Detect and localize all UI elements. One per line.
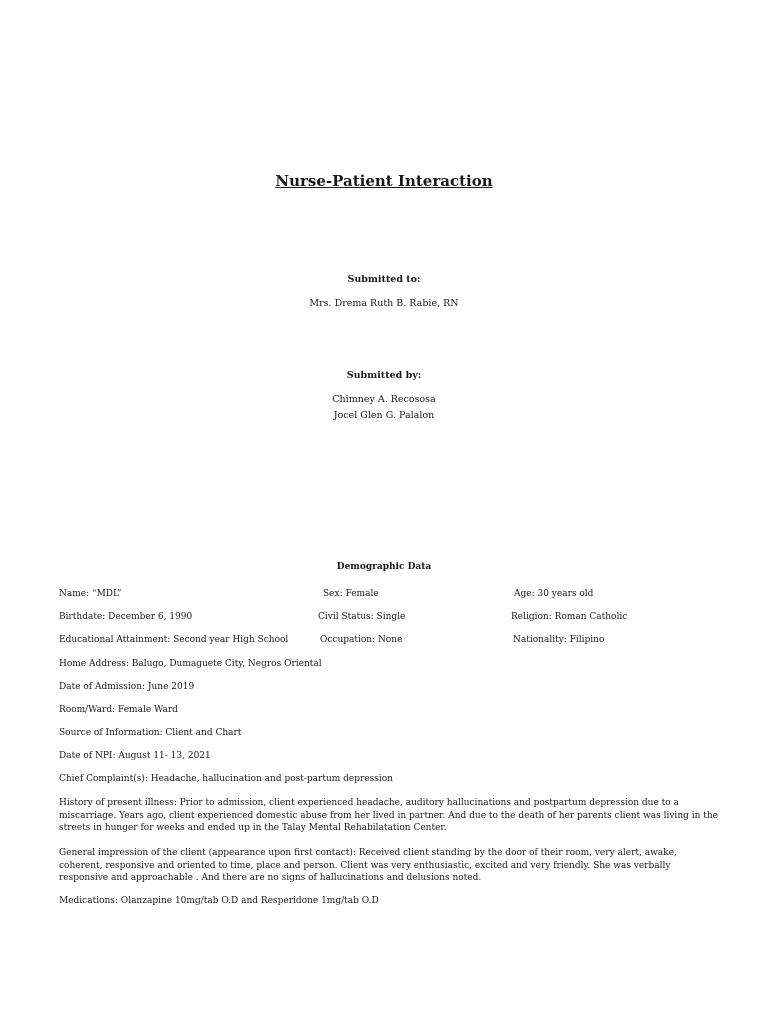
field-name: Name: “MDL” bbox=[59, 589, 122, 599]
field-date-of-npi: Date of NPI: August 11- 13, 2021 bbox=[59, 751, 211, 761]
general-impression: General impression of the client (appearance upon first contact): Received client standing by the door of their room, very alert, awake, coherent, responsive and oriented to time, place and person. Client was very enthusiastic, excited and very friendly. She was verbally responsive and approachable . And there are no signs of hallucinations and delusions noted. bbox=[59, 848, 677, 883]
submitted-by-name-2: Jocel Glen G. Palalon bbox=[333, 410, 435, 421]
field-education: Educational Attainment: Second year High School bbox=[59, 635, 289, 645]
field-religion: Religion: Roman Catholic bbox=[511, 612, 628, 622]
submitted-by-heading: Submitted by: bbox=[346, 370, 422, 381]
submitted-to-name: Mrs. Drema Ruth B. Rabie, RN bbox=[309, 298, 459, 309]
field-home-address: Home Address: Balugo, Dumaguete City, Negros Oriental bbox=[59, 659, 322, 669]
field-sex: Sex: Female bbox=[323, 589, 379, 599]
field-age: Age: 30 years old bbox=[514, 589, 594, 599]
field-occupation: Occupation: None bbox=[320, 635, 403, 645]
field-source-of-information: Source of Information: Client and Chart bbox=[59, 728, 242, 738]
field-date-of-admission: Date of Admission: June 2019 bbox=[59, 682, 195, 692]
field-nationality: Nationality: Filipino bbox=[513, 635, 605, 645]
field-chief-complaint: Chief Complaint(s): Headache, hallucination and post-partum depression bbox=[59, 774, 393, 784]
document-title: Nurse-Patient Interaction bbox=[275, 172, 493, 190]
field-birthdate: Birthdate: December 6, 1990 bbox=[59, 612, 193, 622]
submitted-to-heading: Submitted to: bbox=[347, 274, 421, 285]
submitted-by-name-1: Chimney A. Recososa bbox=[332, 394, 436, 405]
field-room-ward: Room/Ward: Female Ward bbox=[59, 705, 178, 715]
field-civil-status: Civil Status: Single bbox=[318, 612, 406, 622]
history-of-present-illness: History of present illness: Prior to admission, client experienced headache, auditory hallucinations and postpartum depression due to a miscarriage. Years ago, client experienced domestic abuse from her lived in partner. And due to the death of her parents client was living in the streets in hunger for weeks and ended up in the Talay Mental Rehabilatation Center. bbox=[59, 798, 719, 833]
field-medications: Medications: Olanzapine 10mg/tab O.D and Resperidone 1mg/tab O.D bbox=[59, 896, 379, 906]
demographic-heading: Demographic Data bbox=[336, 562, 432, 572]
